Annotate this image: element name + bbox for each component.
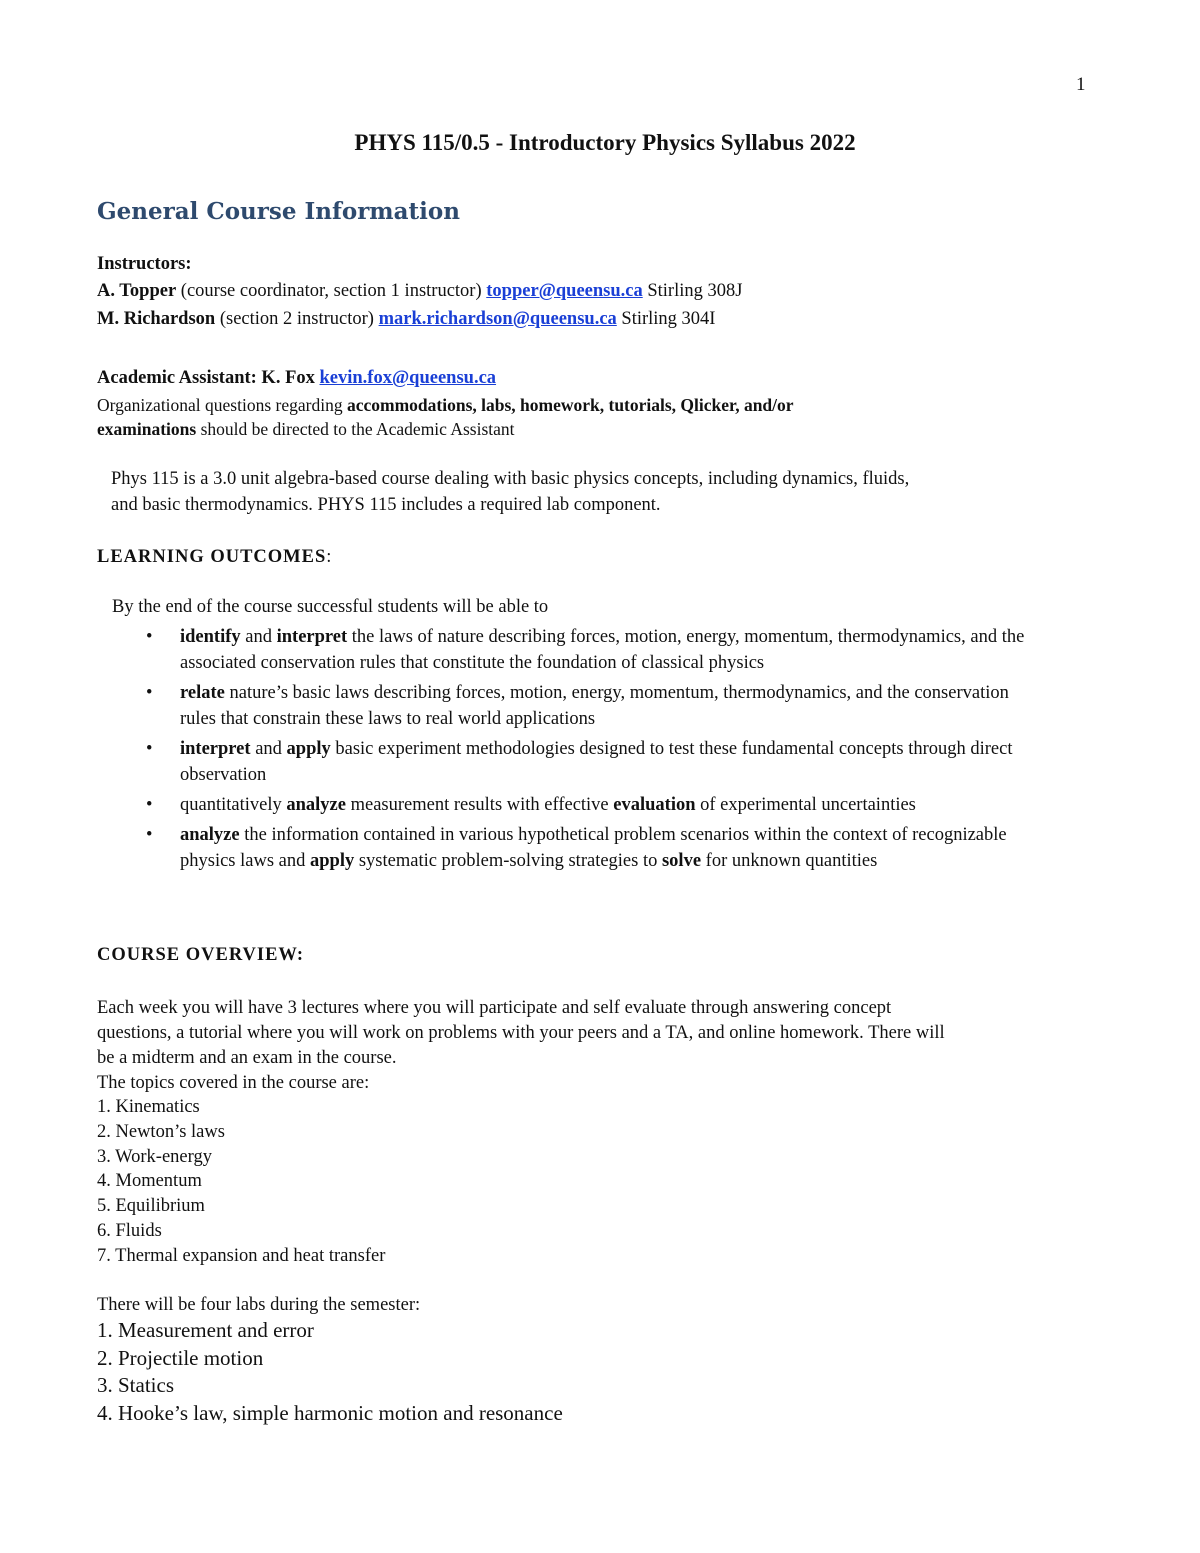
- list-item: 3. Statics: [97, 1373, 174, 1397]
- instructor-topper: A. Topper (course coordinator, section 1 instructor) topper@queensu.ca Stirling 308J: [97, 281, 743, 301]
- learning-outcomes-list: [146, 624, 1046, 878]
- list-item: • analyze the information contained in various hypothetical problem scenarios within the context of recognizable physics laws and apply systematic problem-solving strategies to solve for unknown quantities: [146, 825, 1007, 871]
- labs-list: [97, 1317, 563, 1427]
- instructor-name: A. Topper: [97, 281, 177, 301]
- list-item: • quantitatively analyze measurement results with effective evaluation of experimental uncertainties: [146, 795, 916, 815]
- topper-email-link[interactable]: topper@queensu.ca: [486, 281, 643, 301]
- list-item: 5. Equilibrium: [97, 1196, 205, 1217]
- list-item: 3. Work-energy: [97, 1146, 212, 1167]
- learning-outcomes-heading: LEARNING OUTCOMES:: [97, 547, 333, 567]
- fox-email-link[interactable]: kevin.fox@queensu.ca: [319, 368, 497, 388]
- list-item: • relate nature’s basic laws describing forces, motion, energy, momentum, thermodynamics, and the conservation rules that constrain these laws to real world applications: [146, 683, 1009, 729]
- instructors-label: Instructors:: [97, 254, 192, 274]
- assistant-note-line2: examinations should be directed to the Academic Assistant: [97, 419, 515, 439]
- learning-outcomes-intro: By the end of the course successful students will be able to: [112, 597, 549, 617]
- topics-list: [97, 1095, 385, 1269]
- list-item: • identify and interpret the laws of nature describing forces, motion, energy, momentum, thermodynamics, and the associated conservation rules that constitute the foundation of classical physics: [146, 627, 1025, 673]
- labs-intro: There will be four labs during the semester:: [97, 1295, 421, 1315]
- instructor-name: M. Richardson: [97, 309, 216, 329]
- list-item: 4. Hooke’s law, simple harmonic motion and resonance: [97, 1400, 563, 1425]
- list-item: 1. Kinematics: [97, 1097, 200, 1117]
- course-overview-paragraph: Each week you will have 3 lectures where you will participate and self evaluate through answering concept questions, a tutorial where you will work on problems with your peers and a TA, and online homework. There will be a midterm and an exam in the course. The topics covered in the course are:: [97, 998, 945, 1093]
- list-item: 2. Newton’s laws: [97, 1121, 225, 1142]
- assistant-note-line1: Organizational questions regarding accommodations, labs, homework, tutorials, Qlicker, and/or: [97, 395, 794, 415]
- list-item: 4. Momentum: [97, 1171, 202, 1192]
- list-item: • interpret and apply basic experiment methodologies designed to test these fundamental concepts through direct observation: [146, 739, 1013, 785]
- academic-assistant: Academic Assistant: K. Fox kevin.fox@queensu.ca: [97, 368, 497, 388]
- instructor-richardson: M. Richardson (section 2 instructor) mark.richardson@queensu.ca Stirling 304I: [97, 309, 716, 329]
- richardson-email-link[interactable]: mark.richardson@queensu.ca: [378, 309, 617, 329]
- page-number: 1: [1076, 74, 1086, 95]
- course-overview-heading: COURSE OVERVIEW:: [97, 945, 305, 965]
- list-item: 6. Fluids: [97, 1220, 162, 1241]
- list-item: 2. Projectile motion: [97, 1345, 264, 1370]
- list-item: 7. Thermal expansion and heat transfer: [97, 1245, 386, 1266]
- course-description: Phys 115 is a 3.0 unit algebra-based course dealing with basic physics concepts, including dynamics, fluids, and basic thermodynamics. PHYS 115 includes a required lab component.: [111, 469, 910, 515]
- document-title: PHYS 115/0.5 - Introductory Physics Syllabus 2022: [354, 130, 856, 155]
- list-item: 1. Measurement and error: [97, 1318, 314, 1342]
- section-heading: General Course Information: [97, 198, 460, 225]
